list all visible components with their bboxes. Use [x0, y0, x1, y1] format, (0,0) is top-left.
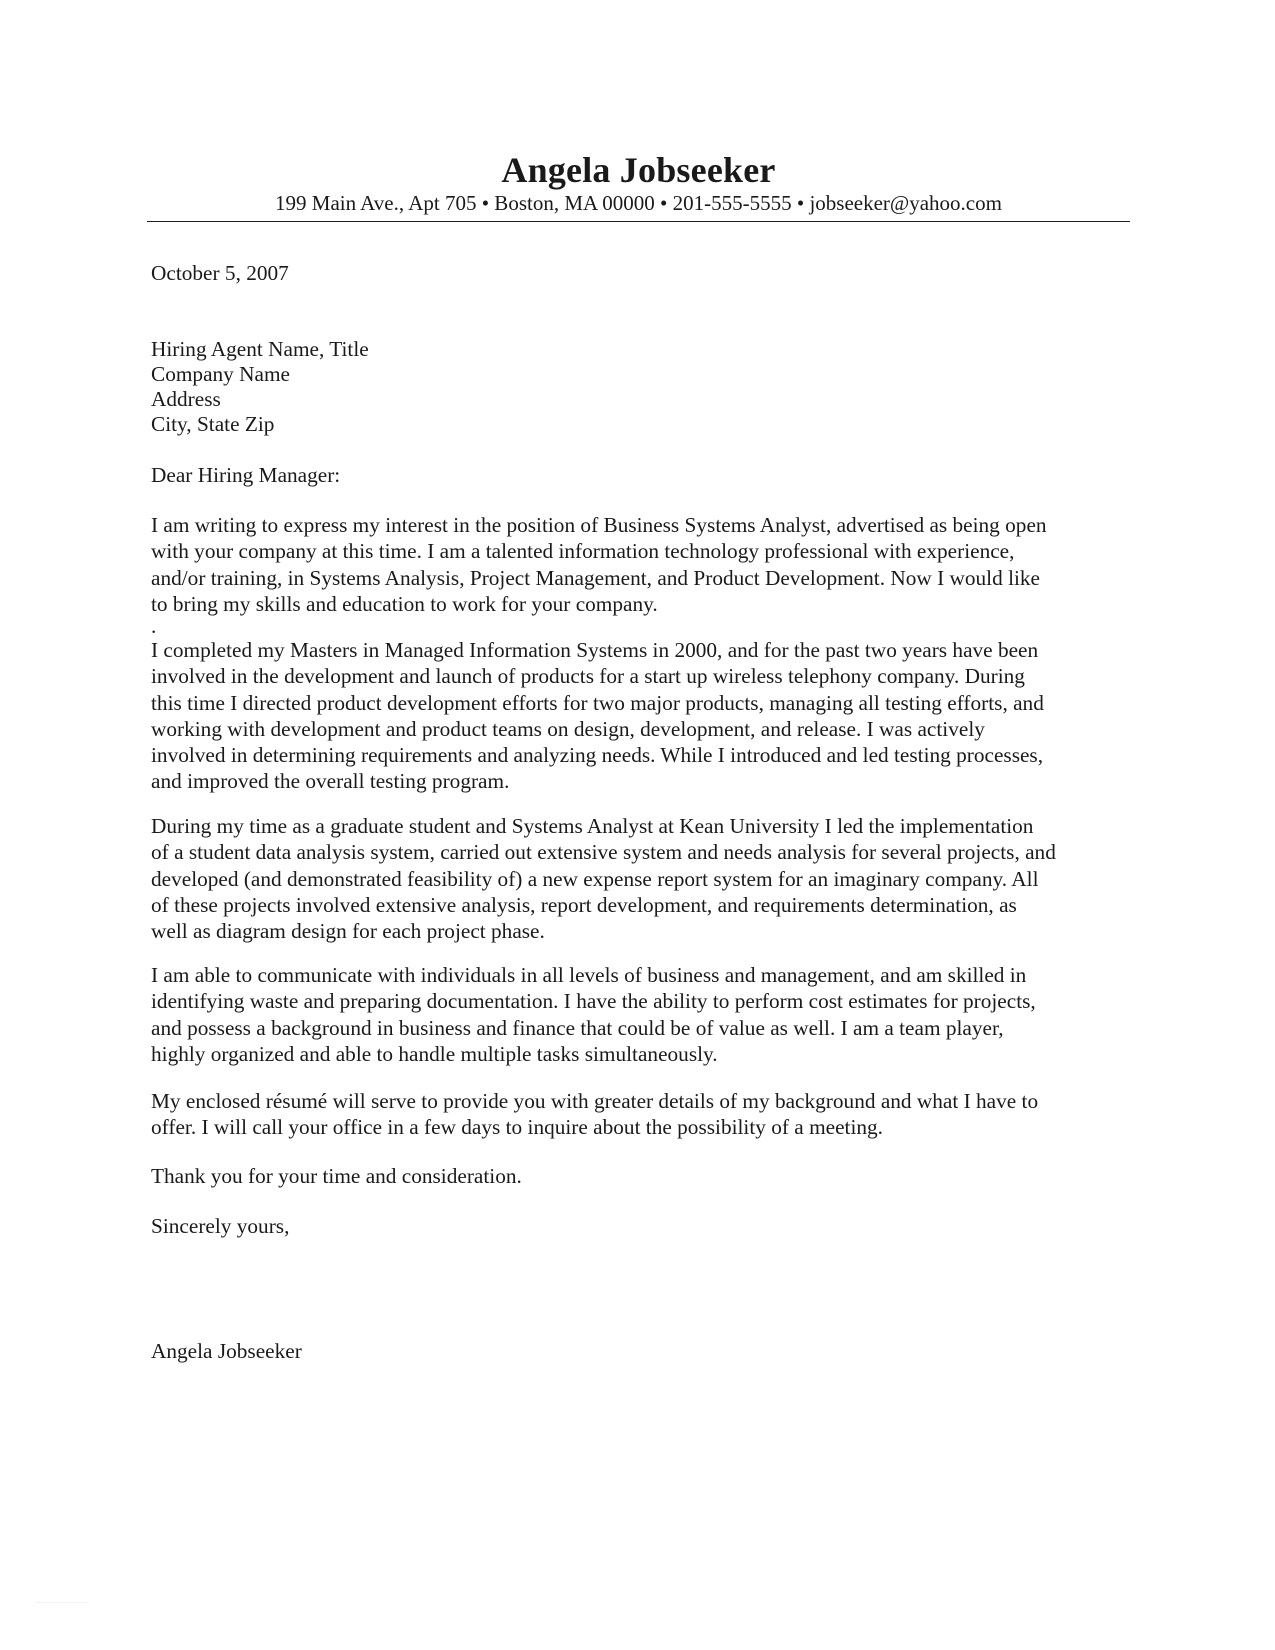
sender-name: Angela Jobseeker — [501, 150, 776, 190]
body-paragraph-3: During my time as a graduate student and Systems Analyst at Kean University I led the implementation of a student data analysis system, carried out extensive system and needs analysis for several projects, and developed (and demonstrated feasibility of) a new expense report system for an imaginary company. All of these projects involved extensive analysis, report development, and requirements determination, as well as diagram design for each project phase. — [151, 814, 1056, 944]
letter-date: October 5, 2007 — [151, 261, 289, 285]
signature-name: Angela Jobseeker — [151, 1339, 302, 1363]
body-paragraph-6: Thank you for your time and consideration. — [151, 1164, 522, 1188]
header-divider — [147, 221, 1130, 222]
body-paragraph-1: I am writing to express my interest in the position of Business Systems Analyst, advertised as being open with your company at this time. I am a talented information technology professional with experience, and/or training, in Systems Analysis, Project Management, and Product Development. Now I would like to bring my skills and education to work for your company. — [151, 513, 1047, 616]
sender-contact-line: 199 Main Ave., Apt 705 • Boston, MA 00000 • 201-555-5555 • jobseeker@yahoo.com — [275, 191, 1002, 215]
complimentary-close: Sincerely yours, — [151, 1214, 290, 1238]
recipient-city-state-zip: City, State Zip — [151, 412, 275, 436]
body-paragraph-4: I am able to communicate with individuals in all levels of business and management, and am skilled in identifying waste and preparing documentation. I have the ability to perform cost estimates for projects, and possess a background in business and finance that could be of value as well. I am a team player, highly organized and able to handle multiple tasks simultaneously. — [151, 963, 1036, 1066]
body-paragraph-5: My enclosed résumé will serve to provide you with greater details of my background and what I have to offer. I will call your office in a few days to inquire about the possibility of a meeting. — [151, 1089, 1039, 1140]
salutation: Dear Hiring Manager: — [151, 463, 341, 487]
stray-period: . — [151, 614, 157, 638]
recipient-name-title: Hiring Agent Name, Title — [151, 337, 369, 361]
letterhead — [147, 150, 1130, 216]
body-paragraph-2: I completed my Masters in Managed Information Systems in 2000, and for the past two years have been involved in the development and launch of products for a start up wireless telephony company. During this time I directed product development efforts for two major products, managing all testing efforts, and working with development and product teams on design, development, and release. I was actively involved in determining requirements and analyzing needs. While I introduced and led testing processes, and improved the overall testing program. — [151, 638, 1044, 794]
recipient-company: Company Name — [151, 362, 290, 386]
faint-watermark: ···················· — [36, 1598, 90, 1607]
recipient-address: Address — [151, 387, 221, 411]
